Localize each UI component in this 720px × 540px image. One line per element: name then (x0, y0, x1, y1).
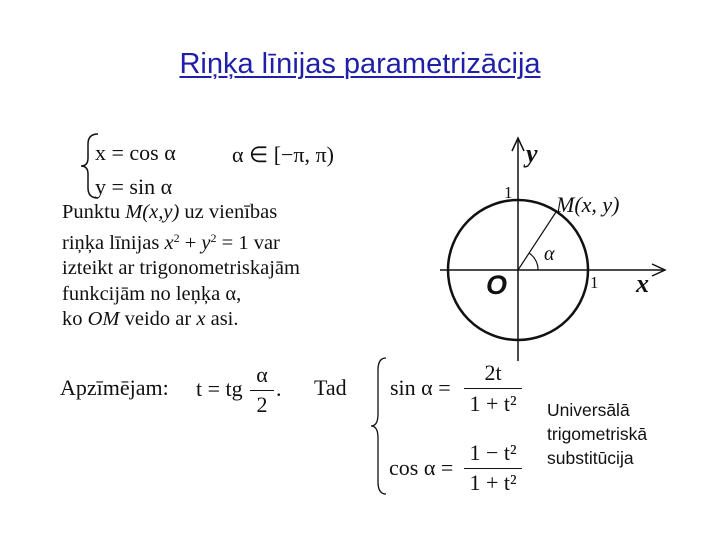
description-paragraph: Punktu M(x,y) uz vienības riņķa līnijas $x^2 + y^2 = 1$ var izteikt ar trigonometriskajām funkcijām no leņķa α, ko OM veido ar x asi. (62, 201, 300, 330)
universal-substitution-note: Universālā trigometriskā substitūcija (547, 400, 648, 468)
y-axis-label: y (526, 139, 538, 168)
equation-y-sin: y = sin α (95, 174, 173, 199)
unit-circle-figure (440, 130, 672, 362)
t-def-period: . (276, 376, 282, 401)
point-m-label: M(x, y) (556, 192, 620, 217)
alpha-domain: α ∈ [−π, π) (232, 142, 334, 167)
cos-formula-denominator: 1 + t² (469, 470, 517, 495)
x-axis-label: x (636, 269, 649, 298)
sin-formula-lhs: sin α = (390, 375, 451, 400)
x-tick-label: 1 (590, 273, 599, 292)
sin-formula-denominator: 1 + t² (469, 391, 517, 416)
angle-arc (529, 253, 538, 270)
apzimejam-label: Apzīmējam: (60, 375, 169, 400)
y-tick-label: 1 (504, 183, 513, 202)
page-title: Riņķa līnijas parametrizācija (179, 48, 541, 80)
cos-formula-lhs: cos α = (389, 455, 454, 480)
t-definition-lhs: t = tg (196, 376, 243, 401)
sin-formula-numerator: 2t (484, 360, 502, 385)
cos-formula-numerator: 1 − t² (469, 440, 517, 465)
angle-label: α (544, 243, 555, 265)
tad-label: Tad (314, 375, 347, 400)
t-def-denominator: 2 (256, 392, 268, 417)
t-def-numerator: α (256, 362, 268, 387)
sin-formula-fraction-bar (464, 388, 522, 389)
origin-label: O (486, 270, 508, 300)
equation-x-cos: x = cos α (95, 140, 176, 165)
